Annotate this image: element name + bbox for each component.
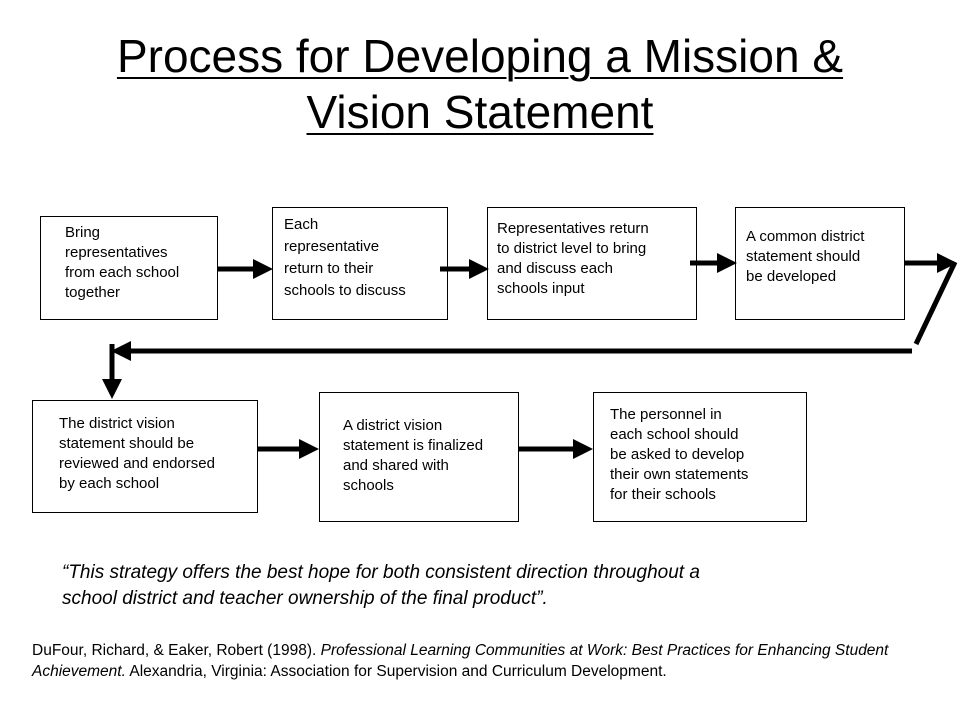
quote-text: “This strategy offers the best hope for both consistent direction throughout a school district and teacher ownership of the final product”. [62,562,700,609]
citation-book-title: Professional Learning Communities at Work: Best Practices for Enhancing Student Achievement. [32,642,889,680]
page-title: Process for Developing a Mission & Vision Statement [116,30,844,138]
citation [32,640,952,682]
step-text: Representatives return to district level to bring and discuss each schools input [497,220,649,297]
step-text: The district vision statement should be reviewed and endorsed by each school [59,415,215,492]
step-text: A common district statement should be developed [746,228,865,285]
step-text: Each representative return to their schools to discuss [284,216,406,299]
citation-publisher: Alexandria, Virginia: Association for Supervision and Curriculum Development. [125,663,667,680]
citation-authors: DuFour, Richard, & Eaker, Robert (1998). [32,642,321,659]
step-text: Bring representatives from each school together [65,224,180,301]
arrow-diagonal-down [916,262,955,344]
step-text: A district vision statement is finalized and shared with schools [343,417,484,494]
step-text: The personnel in each school should be asked to develop their own statements for their schools [610,406,749,503]
